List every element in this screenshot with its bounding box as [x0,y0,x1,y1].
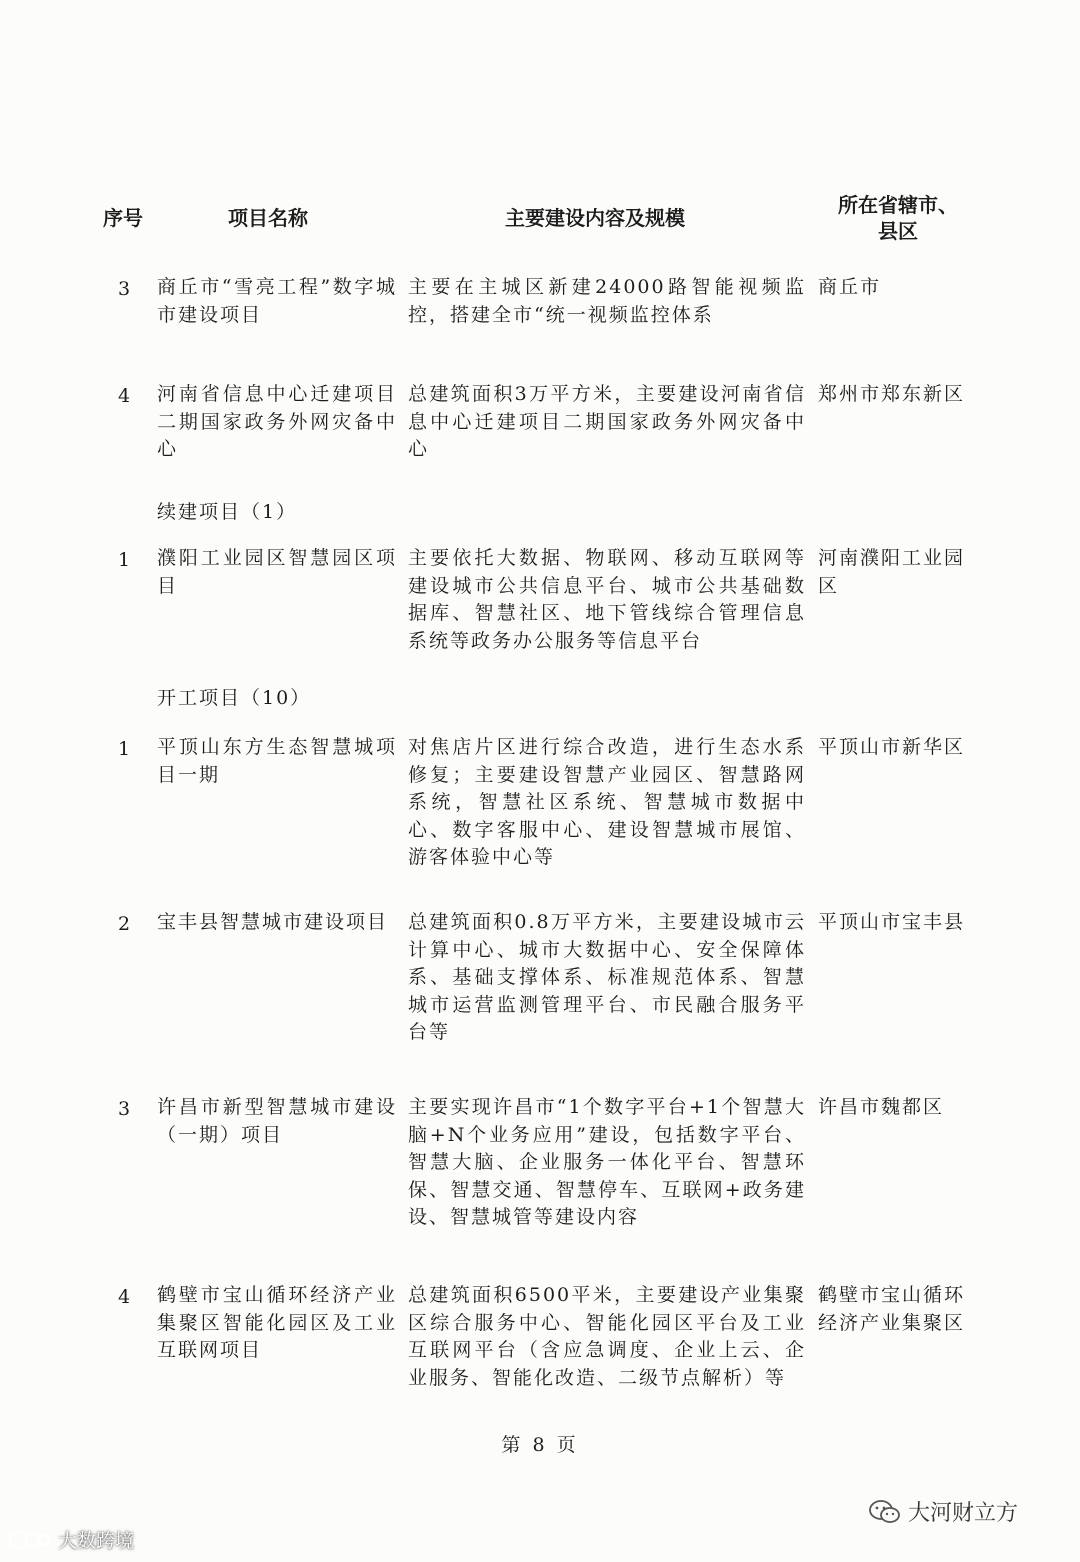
row-name: 许昌市新型智慧城市建设（一期）项目 [157,1096,397,1146]
row-content: 主要在主城区新建24000路智能视频监控，搭建全市“统一视频监控体系 [408,276,806,326]
header-name: 项目名称 [228,206,308,230]
header-location [832,192,964,244]
header-location-line1: 所在省辖市、 [838,193,958,217]
row-name: 宝丰县智慧城市建设项目 [157,911,389,933]
row-num: 4 [117,385,133,407]
row-content: 总建筑面积6500平米，主要建设产业集聚区综合服务中心、智能化园区平台及工业互联网平台（含应急调度、企业上云、企业服务、智能化改造、二级节点解析）等 [408,1284,806,1389]
row-location: 商丘市 [818,276,882,298]
row-content: 主要依托大数据、物联网、移动互联网等建设城市公共信息平台、城市公共基础数据库、智慧社区、地下管线综合管理信息系统等政务办公服务等信息平台 [408,547,806,652]
row-location: 河南濮阳工业园区 [818,547,966,597]
watermark-left [8,1526,134,1553]
row-name: 鹤壁市宝山循环经济产业集聚区智能化园区及工业互联网项目 [157,1284,397,1361]
row-location: 许昌市魏都区 [818,1096,945,1118]
row-name: 平顶山东方生态智慧城项目一期 [157,736,397,786]
row-location: 郑州市郑东新区 [818,383,966,405]
row-num: 2 [117,913,133,935]
header-num: 序号 [103,206,143,230]
row-name: 商丘市“雪亮工程”数字城市建设项目 [157,276,397,326]
section-continuing: 续建项目（1） [157,501,298,523]
brand-logo-icon [8,1529,52,1551]
header-location-line2: 县区 [878,219,918,243]
row-content: 对焦店片区进行综合改造，进行生态水系修复；主要建设智慧产业园区、智慧路网系统，智慧社区系统、智慧城市数据中心、数字客服中心、建设智慧城市展馆、游客体验中心等 [408,736,806,868]
row-content: 总建筑面积3万平方米，主要建设河南省信息中心迁建项目二期国家政务外网灾备中心 [408,383,806,460]
row-num: 1 [117,738,133,760]
row-num: 1 [117,549,133,571]
header-content: 主要建设内容及规模 [505,206,685,230]
watermark-right [868,1496,1018,1527]
row-location: 鹤壁市宝山循环经济产业集聚区 [818,1284,966,1334]
row-content: 总建筑面积0.8万平方米，主要建设城市云计算中心、城市大数据中心、安全保障体系、基础支撑体系、标准规范体系、智慧城市运营监测管理平台、市民融合服务平台等 [408,911,806,1043]
row-content: 主要实现许昌市“1个数字平台+1个智慧大脑+N个业务应用”建设，包括数字平台、智慧大脑、企业服务一体化平台、智慧环保、智慧交通、智慧停车、互联网+政务建设、智慧城管等建设内容 [408,1096,806,1228]
row-location: 平顶山市新华区 [818,736,966,758]
section-started: 开工项目（10） [157,687,312,709]
row-name: 濮阳工业园区智慧园区项目 [157,547,397,597]
watermark-left-text: 大数跨境 [58,1530,135,1552]
wechat-icon [868,1498,902,1526]
row-num: 3 [117,1098,133,1120]
row-num: 3 [117,278,133,300]
row-name: 河南省信息中心迁建项目二期国家政务外网灾备中心 [157,383,397,460]
row-num: 4 [117,1286,133,1308]
watermark-right-text: 大河财立方 [908,1501,1019,1526]
row-location: 平顶山市宝丰县 [818,911,966,933]
page-number: 第 8 页 [501,1434,579,1456]
